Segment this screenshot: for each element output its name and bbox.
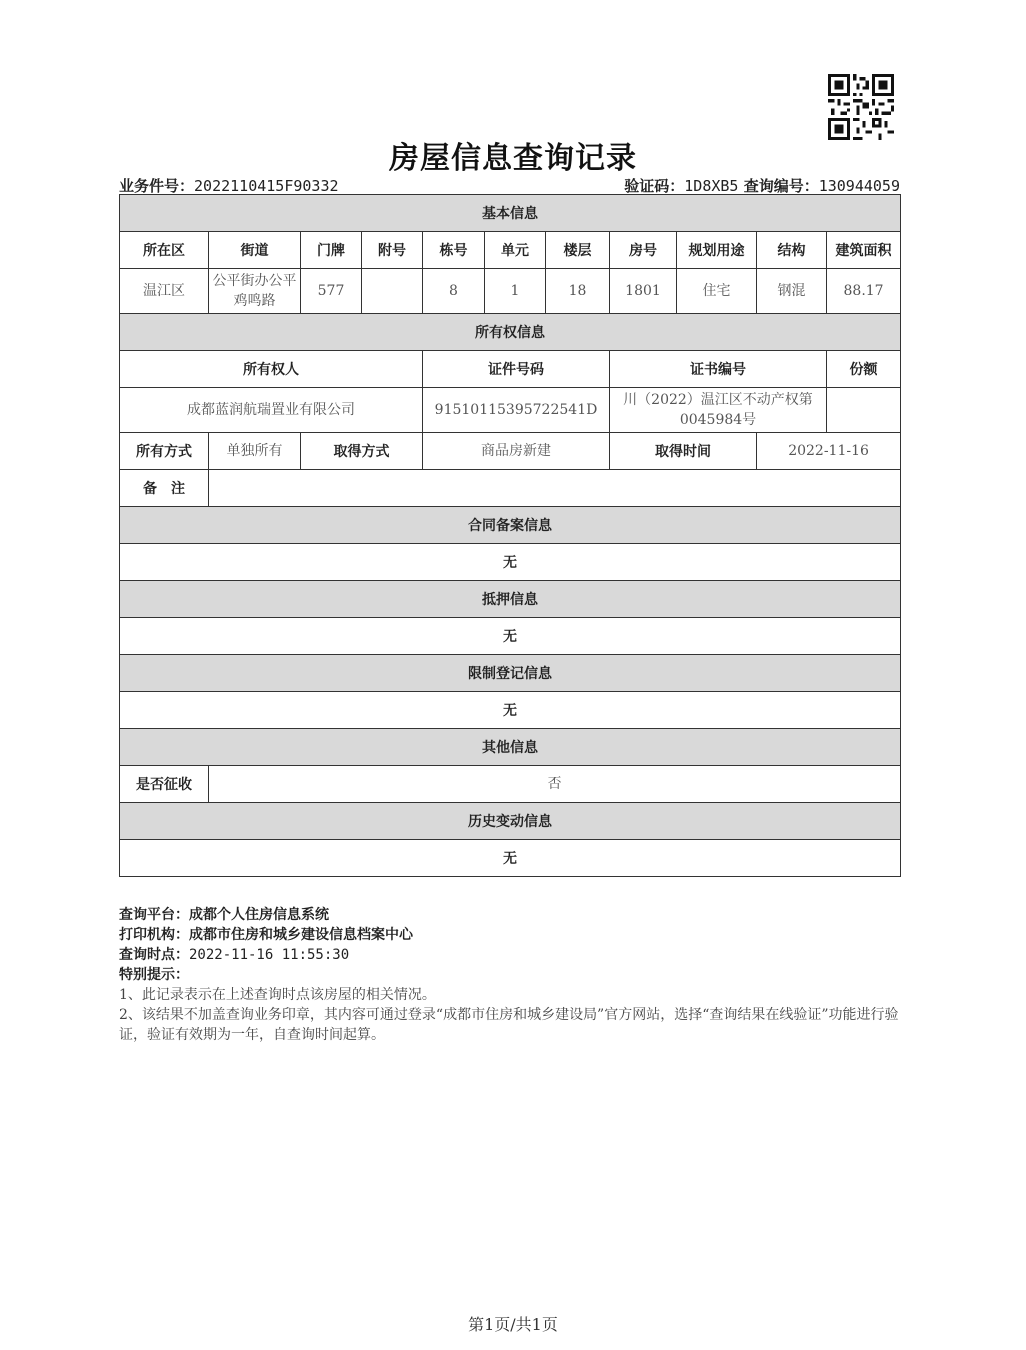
ownership-mode-label: 所有方式: [120, 433, 209, 470]
section-other-info: 其他信息: [120, 729, 901, 766]
tip-1: 1、此记录表示在上述查询时点该房屋的相关情况。: [119, 987, 436, 1003]
ownership-header-row: [120, 351, 901, 388]
basic-header-door-no: 门牌: [301, 232, 362, 269]
ownership-header-owner: 所有权人: [120, 351, 423, 388]
basic-header-structure: 结构: [757, 232, 827, 269]
basic-value-area: 88.17: [827, 269, 901, 314]
acquire-time-label: 取得时间: [610, 433, 757, 470]
expropriation-label: 是否征收: [120, 766, 209, 803]
contract-value: 无: [120, 544, 901, 581]
basic-header-room-no: 房号: [610, 232, 677, 269]
basic-value-district: 温江区: [120, 269, 209, 314]
basic-header-floor: 楼层: [546, 232, 610, 269]
business-number-value: 2022110415F90332: [194, 177, 339, 195]
verify-code-value: 1D8XB5: [684, 177, 739, 195]
remark-row: [120, 470, 901, 507]
remark-label: 备 注: [120, 470, 209, 507]
expropriation-row: [120, 766, 901, 803]
basic-value-building-no: 8: [423, 269, 485, 314]
print-agency: [119, 925, 909, 945]
query-number-label: 查询编号：: [743, 177, 819, 195]
query-time-label: 查询时点：: [119, 947, 189, 963]
basic-value-door-no: 577: [301, 269, 362, 314]
basic-header-building-no: 栋号: [423, 232, 485, 269]
section-basic-info: 基本信息: [120, 195, 901, 232]
expropriation-value: 否: [209, 766, 901, 803]
print-agency-label: 打印机构：: [119, 927, 189, 943]
ownership-mode-row: [120, 433, 901, 470]
section-contract-info: 合同备案信息: [120, 507, 901, 544]
ownership-value-owner: 成都蓝润航瑞置业有限公司: [120, 388, 423, 433]
mortgage-value: 无: [120, 618, 901, 655]
ownership-value-id-no: 91510115395722541D: [423, 388, 610, 433]
basic-header-sub-no: 附号: [362, 232, 423, 269]
query-platform-value: 成都个人住房信息系统: [189, 907, 329, 923]
query-time-value: 2022-11-16 11:55:30: [189, 947, 350, 963]
basic-value-room-no: 1801: [610, 269, 677, 314]
section-mortgage-info: 抵押信息: [120, 581, 901, 618]
basic-value-street: 公平街办公平鸡鸣路: [209, 269, 301, 314]
query-number-value: 130944059: [818, 177, 900, 195]
record-table: [119, 194, 901, 877]
basic-header-street: 街道: [209, 232, 301, 269]
qr-code: [828, 74, 894, 140]
page-number: 第1页/共1页: [468, 1315, 558, 1334]
section-history-info: 历史变动信息: [120, 803, 901, 840]
basic-header-area: 建筑面积: [827, 232, 901, 269]
ownership-value-row: [120, 388, 901, 433]
basic-value-structure: 钢混: [757, 269, 827, 314]
basic-value-unit: 1: [485, 269, 546, 314]
basic-value-row: [120, 269, 901, 314]
acquire-mode-value: 商品房新建: [423, 433, 610, 470]
special-tips-label: 特别提示：: [119, 967, 189, 983]
query-platform: [119, 905, 909, 925]
verify-query-number: [624, 175, 900, 196]
remark-value: [209, 470, 901, 507]
section-ownership-info: 所有权信息: [120, 314, 901, 351]
basic-value-usage: 住宅: [677, 269, 757, 314]
verify-code-label: 验证码：: [624, 177, 685, 195]
basic-header-unit: 单元: [485, 232, 546, 269]
basic-header-row: [120, 232, 901, 269]
query-platform-label: 查询平台：: [119, 907, 189, 923]
tip-2: 2、该结果不加盖查询业务印章，其内容可通过登录“成都市住房和城乡建设局”官方网站，选择“查询结果在线验证”功能进行验证，验证有效期为一年，自查询时间起算。: [119, 1007, 899, 1043]
basic-header-usage: 规划用途: [677, 232, 757, 269]
notes-block: [119, 905, 909, 1045]
ownership-value-share: [827, 388, 901, 433]
basic-value-sub-no: [362, 269, 423, 314]
section-restriction-info: 限制登记信息: [120, 655, 901, 692]
page-title: 房屋信息查询记录: [389, 141, 637, 176]
business-number: [119, 175, 339, 196]
acquire-mode-label: 取得方式: [301, 433, 423, 470]
acquire-time-value: 2022-11-16: [757, 433, 901, 470]
query-time: [119, 945, 909, 965]
ownership-header-id-no: 证件号码: [423, 351, 610, 388]
ownership-header-share: 份额: [827, 351, 901, 388]
business-number-label: 业务件号：: [119, 177, 195, 195]
ownership-value-cert-no: 川（2022）温江区不动产权第0045984号: [610, 388, 827, 433]
basic-header-district: 所在区: [120, 232, 209, 269]
restriction-value: 无: [120, 692, 901, 729]
ownership-mode-value: 单独所有: [209, 433, 301, 470]
basic-value-floor: 18: [546, 269, 610, 314]
print-agency-value: 成都市住房和城乡建设信息档案中心: [189, 927, 413, 943]
history-value: 无: [120, 840, 901, 877]
ownership-header-cert-no: 证书编号: [610, 351, 827, 388]
